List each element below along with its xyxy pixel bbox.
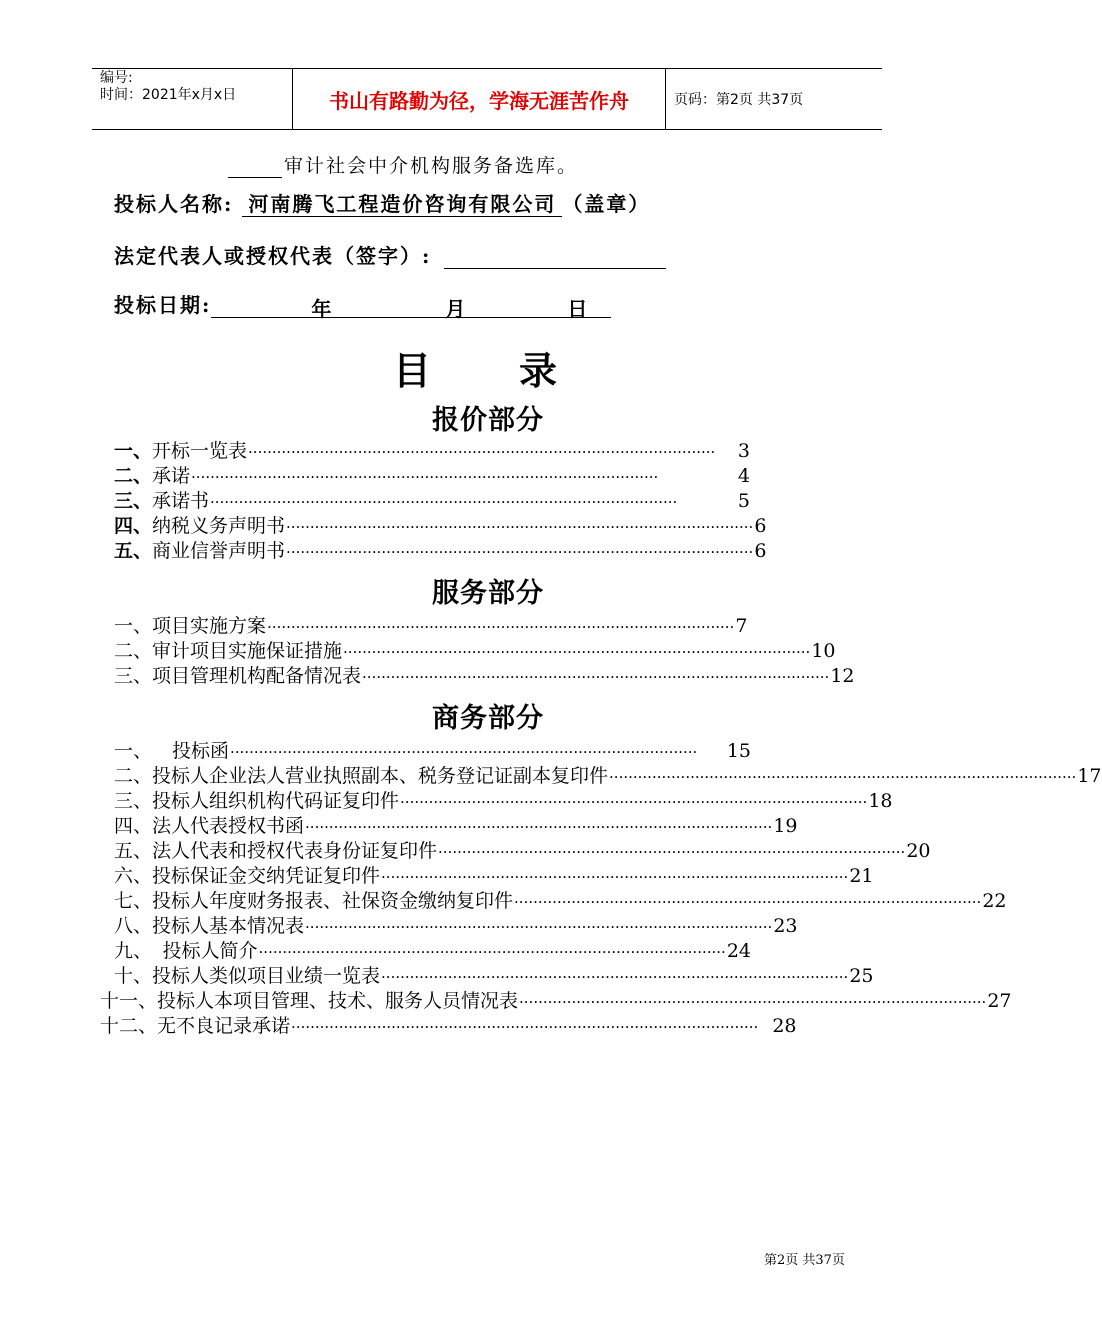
toc-entry[interactable] (114, 864, 874, 889)
toc-entry-text: 无不良记录承诺 (157, 1015, 291, 1037)
toc-leader-dots: ·································································································· (258, 943, 726, 961)
toc-entry-page: 24 (726, 940, 751, 962)
toc-entry-number: 二、 (114, 465, 153, 487)
toc-entry-number: 四、 (114, 515, 153, 537)
toc-entry-page: 17 (1077, 765, 1102, 787)
bid-date-field[interactable] (211, 293, 611, 321)
toc-leader-dots: ·································································································· (343, 643, 811, 661)
toc-entry-page: 7 (735, 615, 748, 637)
toc-entry[interactable] (114, 839, 931, 864)
toc-entry-text: 项目实施方案 (152, 615, 267, 637)
toc-entry-number: 九、 (114, 940, 153, 962)
toc-leader-dots: ·································································································· (286, 543, 754, 561)
toc-entry-page: 22 (982, 890, 1007, 912)
toc-entry-number: 三、 (114, 790, 153, 812)
toc-entry-number: 五、 (114, 540, 153, 562)
toc-leader-dots: ·································································································· (381, 968, 849, 986)
toc-entry-text: 审计项目实施保证措施 (152, 640, 343, 662)
toc-entry-text: 投标人简介 (162, 940, 258, 962)
toc-entry-page: 28 (772, 1015, 797, 1037)
toc-entry-page: 18 (868, 790, 893, 812)
toc-entry-number: 二、 (114, 765, 153, 787)
toc-entry[interactable] (114, 789, 893, 814)
toc-leader-dots: ·································································································· (230, 743, 698, 761)
toc-entry-text: 承诺书 (152, 490, 210, 512)
toc-entry[interactable] (114, 489, 750, 514)
toc-entry-number: 三、 (114, 665, 153, 687)
toc-entry-number: 十一、 (100, 990, 158, 1012)
header-page-number: 页码：第2页 共37页 (674, 92, 804, 108)
signature-field[interactable] (444, 246, 666, 269)
toc-entry-number: 六、 (114, 865, 153, 887)
document-title-line (228, 151, 578, 178)
toc-entry[interactable] (114, 914, 798, 939)
toc-entry-number: 二、 (114, 640, 153, 662)
toc-entry[interactable] (114, 664, 855, 689)
toc-leader-dots: ·································································································· (400, 793, 868, 811)
header-number: 编号: (100, 70, 133, 86)
toc-leader-dots: ·································································································· (291, 1018, 759, 1036)
toc-entry-page: 21 (849, 865, 874, 887)
toc-entry-text: 投标函 (172, 740, 230, 762)
toc-entry[interactable] (114, 964, 874, 989)
toc-leader-dots: ·································································································· (381, 868, 849, 886)
toc-entry-number: 四、 (114, 815, 153, 837)
toc-entry-number: 一、 (114, 740, 153, 762)
toc-leader-dots: ·································································································· (519, 993, 987, 1011)
toc-entry-number: 五、 (114, 840, 153, 862)
header-time: 时间：2021年x月x日 (100, 87, 237, 103)
toc-entry-number: 一、 (114, 615, 153, 637)
bidder-label: 投标人名称: (114, 192, 234, 216)
bidder-name-row (114, 188, 650, 217)
toc-entry-text: 法人代表和授权代表身份证复印件 (152, 840, 438, 862)
toc-entry-text: 投标人组织机构代码证复印件 (152, 790, 400, 812)
toc-entry-number: 三、 (114, 490, 153, 512)
toc-entry-text: 投标人年度财务报表、社保资金缴纳复印件 (152, 890, 514, 912)
toc-entry[interactable] (114, 639, 836, 664)
page-header (92, 68, 882, 130)
toc-entry[interactable] (100, 989, 1012, 1014)
toc-entry[interactable] (114, 614, 748, 639)
toc-entry[interactable] (114, 739, 751, 764)
bidder-name: 河南腾飞工程造价咨询有限公司 (242, 192, 562, 217)
toc-entry-number: 十、 (114, 965, 153, 987)
section-heading-service: 服务部分 (432, 578, 544, 609)
toc-leader-dots: ·································································································· (438, 843, 906, 861)
toc-entry-text: 承诺 (152, 465, 191, 487)
year-label: 年 (311, 297, 334, 321)
toc-entry-page: 23 (773, 915, 798, 937)
toc-entry-text: 纳税义务声明书 (152, 515, 286, 537)
toc-entry[interactable] (114, 889, 1007, 914)
toc-entry-page: 15 (726, 740, 751, 762)
toc-entry-number: 十二、 (100, 1015, 158, 1037)
toc-entry-number: 七、 (114, 890, 153, 912)
bid-date-row (114, 289, 611, 321)
legal-rep-row (114, 240, 666, 269)
toc-title: 目录 (392, 349, 645, 393)
toc-leader-dots: ·································································································· (514, 893, 982, 911)
header-motto: 书山有路勤为径，学海无涯苦作舟 (329, 88, 629, 113)
header-meta (100, 70, 236, 104)
toc-entry[interactable] (114, 439, 750, 464)
toc-leader-dots: ·································································································· (267, 618, 735, 636)
toc-entry-page: 6 (754, 540, 767, 562)
toc-entry-text: 商业信誉声明书 (152, 540, 286, 562)
toc-entry-page: 20 (906, 840, 931, 862)
toc-entry-number: 一、 (114, 440, 153, 462)
toc-entry-text: 开标一览表 (152, 440, 248, 462)
toc-entry-text: 法人代表授权书函 (152, 815, 305, 837)
toc-entry-page: 10 (811, 640, 836, 662)
toc-leader-dots: ·································································································· (609, 768, 1077, 786)
toc-entry-page: 4 (737, 465, 750, 487)
toc-entry[interactable] (114, 814, 798, 839)
toc-entry-page: 25 (849, 965, 874, 987)
toc-entry-text: 投标保证金交纳凭证复印件 (152, 865, 381, 887)
day-label: 日 (567, 297, 590, 321)
toc-leader-dots: ·································································································· (248, 443, 716, 461)
toc-entry[interactable] (114, 764, 1102, 789)
section-heading-quote: 报价部分 (432, 405, 544, 436)
toc-leader-dots: ·································································································· (210, 493, 678, 511)
month-label: 月 (445, 297, 468, 321)
toc-entry-text: 投标人基本情况表 (152, 915, 305, 937)
toc-leader-dots: ·································································································· (362, 668, 830, 686)
toc-leader-dots: ·································································································· (305, 918, 773, 936)
toc-entry[interactable] (114, 939, 751, 964)
toc-entry-text: 投标人本项目管理、技术、服务人员情况表 (157, 990, 519, 1012)
toc-entry-page: 3 (737, 440, 750, 462)
toc-leader-dots: ·································································································· (191, 468, 659, 486)
header-divider (665, 69, 666, 129)
bid-date-label: 投标日期: (114, 293, 212, 317)
seal-label: （盖章） (562, 192, 651, 216)
toc-entry-number: 八、 (114, 915, 153, 937)
toc-entry-text: 投标人企业法人营业执照副本、税务登记证副本复印件 (152, 765, 609, 787)
section-heading-business: 商务部分 (432, 703, 544, 734)
legal-rep-label: 法定代表人或授权代表（签字）: (114, 244, 432, 268)
toc-entry-page: 5 (737, 490, 750, 512)
toc-entry-page: 12 (830, 665, 855, 687)
toc-entry-page: 27 (987, 990, 1012, 1012)
toc-entry-text: 项目管理机构配备情况表 (152, 665, 362, 687)
toc-leader-dots: ·································································································· (286, 518, 754, 536)
toc-entry[interactable] (114, 464, 750, 489)
toc-entry[interactable] (114, 514, 767, 539)
toc-entry-page: 19 (773, 815, 798, 837)
toc-leader-dots: ·································································································· (305, 818, 773, 836)
page-footer: 第2页 共37页 (764, 1253, 845, 1268)
toc-entry[interactable] (100, 1014, 797, 1039)
title-underline (228, 176, 282, 178)
document-title: 审计社会中介机构服务备选库。 (284, 155, 579, 177)
toc-entry[interactable] (114, 539, 767, 564)
toc-entry-text: 投标人类似项目业绩一览表 (152, 965, 381, 987)
toc-entry-page: 6 (754, 515, 767, 537)
